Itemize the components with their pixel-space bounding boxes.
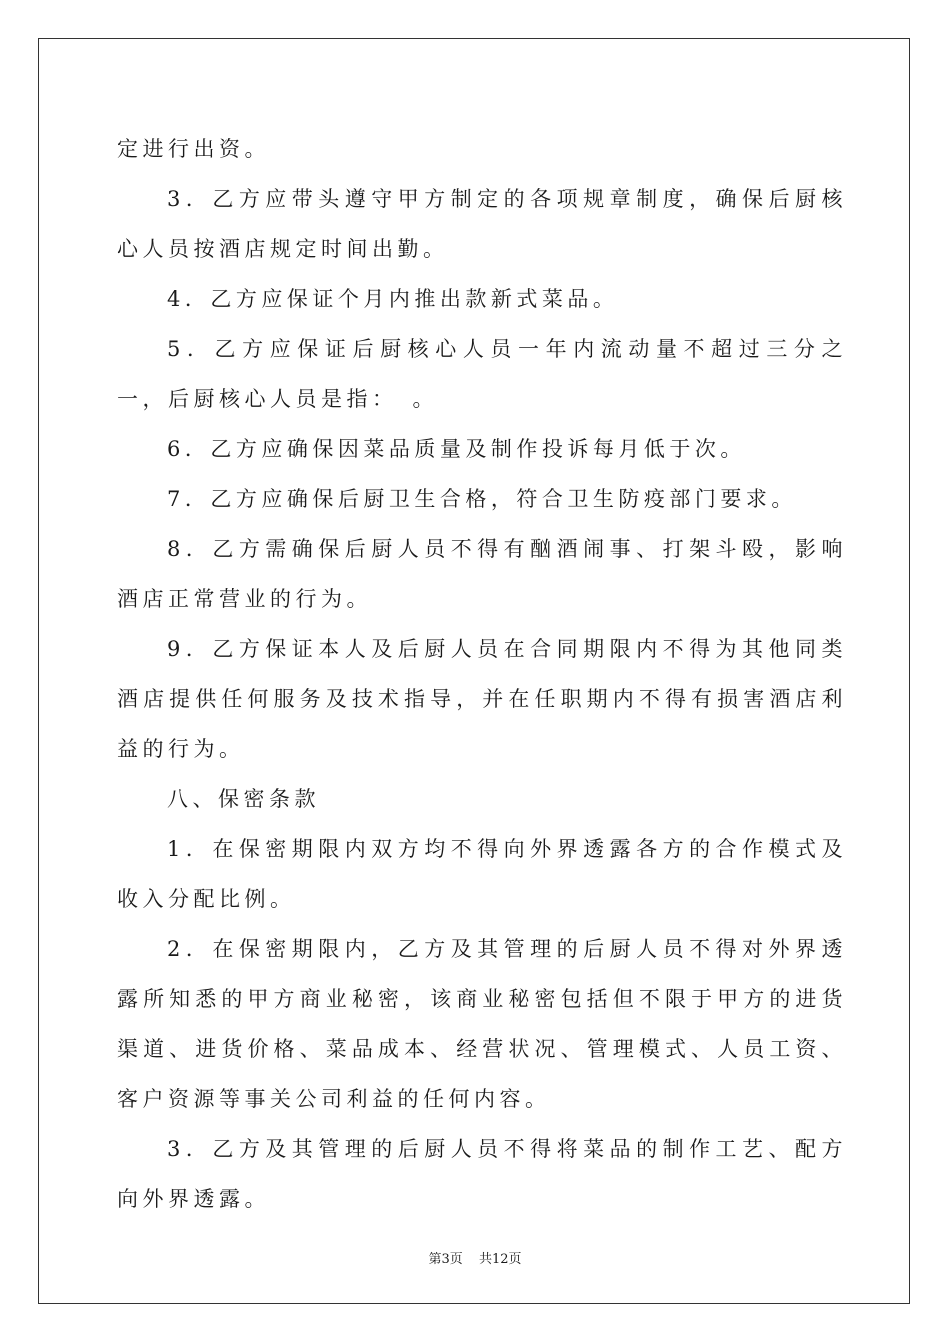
page-footer [0,1248,950,1267]
confidentiality-clause-1: 1．在保密期限内双方均不得向外界透露各方的合作模式及收入分配比例。 [117,837,847,911]
page-total: 共12页 [478,1252,522,1267]
clause-9: 9．乙方保证本人及后厨人员在合同期限内不得为其他同类酒店提供任何服务及技术指导，并在任职期内不得有损害酒店利益的行为。 [117,637,847,761]
clause-7: 7．乙方应确保后厨卫生合格，符合卫生防疫部门要求。 [167,487,797,511]
clause-3: 3．乙方应带头遵守甲方制定的各项规章制度，确保后厨核心人员按酒店规定时间出勤。 [117,187,847,261]
confidentiality-clause-3: 3．乙方及其管理的后厨人员不得将菜品的制作工艺、配方向外界透露。 [117,1137,847,1211]
confidentiality-clause-2: 2．在保密期限内，乙方及其管理的后厨人员不得对外界透露所知悉的甲方商业秘密，该商业秘密包括但不限于甲方的进货渠道、进货价格、菜品成本、经营状况、管理模式、人员工资、客户资源等事关公司利益的任何内容。 [117,937,847,1111]
document-body [117,124,847,1224]
page-number: 第3页 [428,1252,463,1267]
clause-4: 4．乙方应保证个月内推出款新式菜品。 [167,287,619,311]
clause-8: 8．乙方需确保后厨人员不得有酗酒闹事、打架斗殴，影响酒店正常营业的行为。 [117,537,847,611]
paragraph-continuation: 定进行出资。 [117,137,270,161]
section-heading-confidentiality: 八、保密条款 [167,787,320,811]
clause-6: 6．乙方应确保因菜品质量及制作投诉每月低于次。 [167,437,746,461]
clause-5: 5．乙方应保证后厨核心人员一年内流动量不超过三分之一，后厨核心人员是指： 。 [117,337,847,411]
